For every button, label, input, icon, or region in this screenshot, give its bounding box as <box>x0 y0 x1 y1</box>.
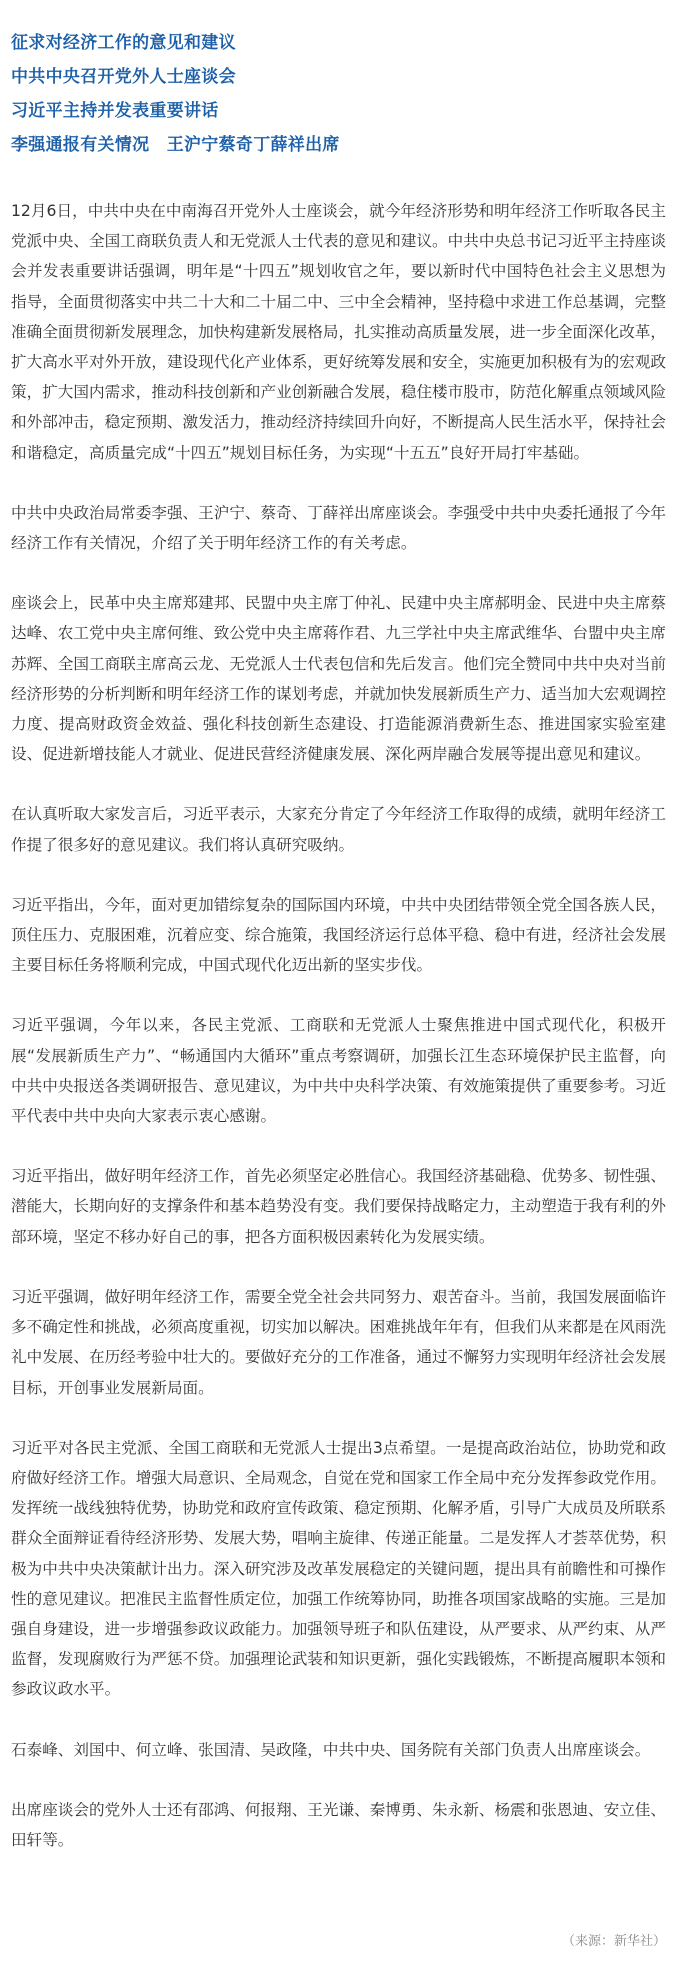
source-attribution: （来源：新华社） <box>561 1934 666 1949</box>
headline-subtitle-speech: 习近平主持并发表重要讲话 <box>11 101 219 121</box>
headline-subtitle-meeting: 中共中央召开党外人士座谈会 <box>11 67 236 87</box>
headline-main-title: 征求对经济工作的意见和建议 <box>11 33 236 53</box>
headline-block <box>11 26 666 162</box>
article-body <box>11 196 666 1855</box>
paragraph-8: 习近平强调，做好明年经济工作，需要全党全社会共同努力、艰苦奋斗。当前，我国发展面临许多不确定性和挑战，必须高度重视，切实加以解决。困难挑战年年有，但我们从来都是在风雨洗礼中发展、在历经考验中壮大的。要做好充分的工作准备，通过不懈努力实现明年经济社会发展目标，开创事业发展新局面。 <box>11 1287 666 1397</box>
paragraph-9: 习近平对各民主党派、全国工商联和无党派人士提出3点希望。一是提高政治站位，协助党和政府做好经济工作。增强大局意识、全局观念，自觉在党和国家工作全局中充分发挥参政党作用。发挥统一战线独特优势，协助党和政府宣传政策、稳定预期、化解矛盾，引导广大成员及所联系群众全面辩证看待经济形势、发展大势，唱响主旋律、传递正能量。二是发挥人才荟萃优势，积极为中共中央决策献计出力。深入研究涉及改革发展稳定的关键问题，提出具有前瞻性和可操作性的意见建议。把准民主监督性质定位，加强工作统筹协同，助推各项国家战略的实施。三是加强自身建设，进一步增强参政议政能力。加强领导班子和队伍建设，从严要求、从严约束、从严监督，发现腐败行为严惩不贷。加强理论武装和知识更新，强化实践锻炼，不断提高履职本领和参政议政水平。 <box>11 1438 666 1699</box>
paragraph-10: 石泰峰、刘国中、何立峰、张国清、吴政隆，中共中央、国务院有关部门负责人出席座谈会。 <box>11 1740 651 1759</box>
paragraph-1: 12月6日，中共中央在中南海召开党外人士座谈会，就今年经济形势和明年经济工作听取各民主党派中央、全国工商联负责人和无党派人士代表的意见和建议。中共中央总书记习近平主持座谈会并发表重要讲话强调，明年是“十四五”规划收官之年，要以新时代中国特色社会主义思想为指导，全面贯彻落实中共二十大和二十届二中、三中全会精神，坚持稳中求进工作总基调，完整准确全面贯彻新发展理念，加快构建新发展格局，扎实推动高质量发展，进一步全面深化改革，扩大高水平对外开放，建设现代化产业体系，更好统筹发展和安全，实施更加积极有为的宏观政策，扩大国内需求，推动科技创新和产业创新融合发展，稳住楼市股市，防范化解重点领域风险和外部冲击，稳定预期、激发活力，推动经济持续回升向好，不断提高人民生活水平，保持社会和谐稳定，高质量完成“十四五”规划目标任务，为实现“十五五”良好开局打牢基础。 <box>11 202 666 462</box>
paragraph-7: 习近平指出，做好明年经济工作，首先必须坚定必胜信心。我国经济基础稳、优势多、韧性强、潜能大，长期向好的支撑条件和基本趋势没有变。我们要保持战略定力，主动塑造于我有利的外部环境，坚定不移办好自己的事，把各方面积极因素转化为发展实绩。 <box>11 1167 666 1246</box>
paragraph-4: 在认真听取大家发言后，习近平表示，大家充分肯定了今年经济工作取得的成绩，就明年经济工作提了很多好的意见建议。我们将认真研究吸纳。 <box>11 805 666 854</box>
paragraph-2: 中共中央政治局常委李强、王沪宁、蔡奇、丁薛祥出席座谈会。李强受中共中央委托通报了今年经济工作有关情况，介绍了关于明年经济工作的有关考虑。 <box>11 503 666 553</box>
paragraph-11: 出席座谈会的党外人士还有邵鸿、何报翔、王光谦、秦博勇、朱永新、杨震和张恩迪、安立佳、田轩等。 <box>11 1800 666 1849</box>
paragraph-6: 习近平强调，今年以来，各民主党派、工商联和无党派人士聚焦推进中国式现代化，积极开展“发展新质生产力”、“畅通国内大循环”重点考察调研，加强长江生态环境保护民主监督，向中共中央报送各类调研报告、意见建议，为中共中央科学决策、有效施策提供了重要参考。习近平代表中共中央向大家表示衷心感谢。 <box>11 1016 666 1126</box>
paragraph-3: 座谈会上，民革中央主席郑建邦、民盟中央主席丁仲礼、民建中央主席郝明金、民进中央主席蔡达峰、农工党中央主席何维、致公党中央主席蒋作君、九三学社中央主席武维华、台盟中央主席苏辉、全国工商联主席高云龙、无党派人士代表包信和先后发言。他们完全赞同中共中央对当前经济形势的分析判断和明年经济工作的谋划考虑，并就加快发展新质生产力、适当加大宏观调控力度、提高财政资金效益、强化科技创新生态建设、打造能源消费新生态、推进国家实验室建设、促进新增技能人才就业、促进民营经济健康发展、深化两岸融合发展等提出意见和建议。 <box>11 594 666 764</box>
paragraph-5: 习近平指出，今年，面对更加错综复杂的国际国内环境，中共中央团结带领全党全国各族人民，顶住压力、克服困难，沉着应变、综合施策，我国经济运行总体平稳、稳中有进，经济社会发展主要目标任务将顺利完成，中国式现代化迈出新的坚实步伐。 <box>11 895 666 975</box>
headline-subtitle-attendees: 李强通报有关情况 王沪宁蔡奇丁薛祥出席 <box>11 135 340 155</box>
